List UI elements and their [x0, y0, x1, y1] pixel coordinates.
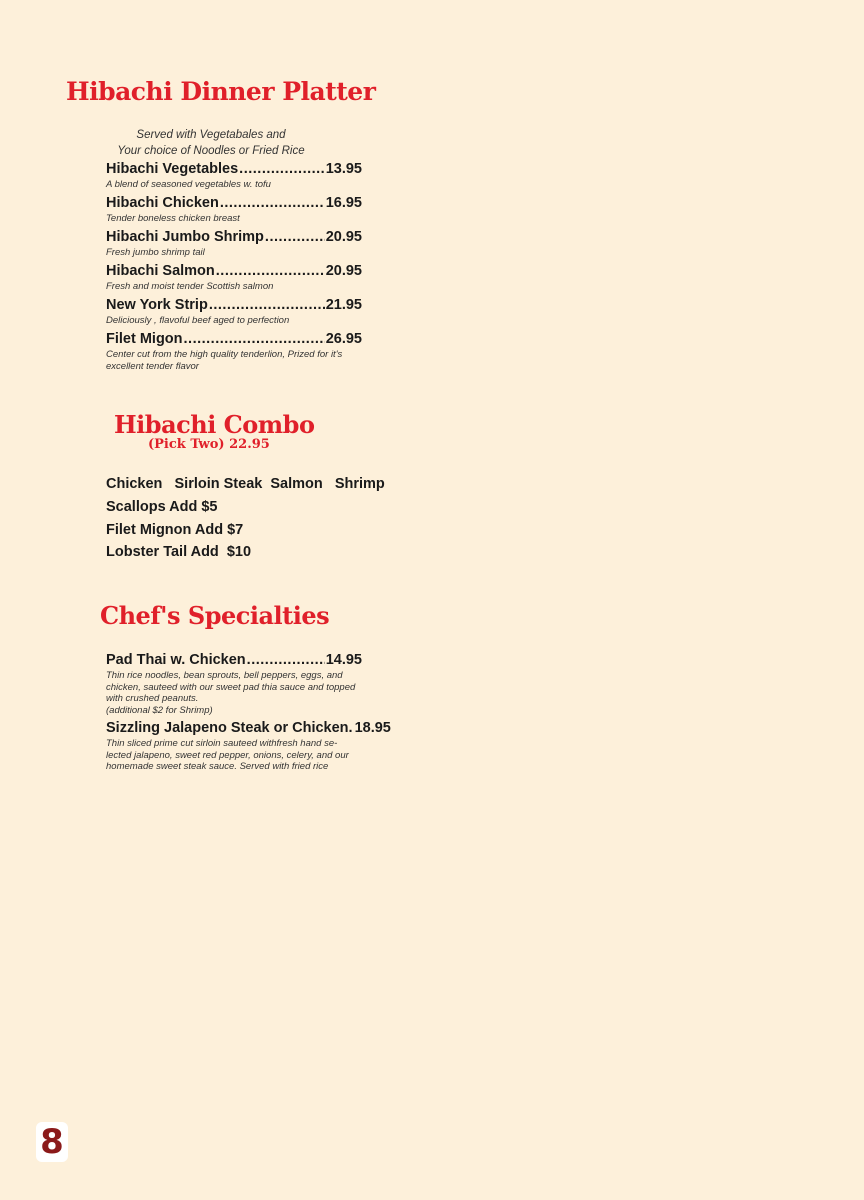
item-description: Fresh jumbo shrimp tail	[106, 247, 205, 258]
menu-item	[106, 331, 362, 372]
item-price: 14.95	[325, 652, 362, 668]
section-title-hibachi-combo: Hibachi Combo	[114, 410, 315, 439]
menu-item	[106, 652, 362, 716]
item-price: 20.95	[325, 263, 362, 279]
item-price: 13.95	[325, 161, 362, 177]
item-name: Filet Migon	[106, 331, 183, 347]
item-name: New York Strip	[106, 297, 208, 313]
menu-item	[106, 161, 362, 191]
page-number: 8	[36, 1122, 68, 1162]
combo-addon-lobster-tail: Lobster Tail Add $10	[106, 544, 252, 560]
menu-item	[106, 263, 362, 293]
item-name: Hibachi Chicken	[106, 195, 219, 211]
combo-protein-choices: Chicken Sirloin Steak Salmon Shrimp	[106, 476, 385, 492]
item-name: Hibachi Vegetables	[106, 161, 239, 177]
combo-subtitle: (Pick Two) 22.95	[148, 437, 270, 452]
item-description: Tender boneless chicken breast	[106, 213, 240, 224]
item-price: 18.95	[354, 720, 391, 736]
item-price: 20.95	[325, 229, 362, 245]
item-price: 26.95	[325, 331, 362, 347]
menu-item	[106, 229, 362, 259]
section-title-chefs-specialties: Chef's Specialties	[100, 601, 330, 630]
section-title-hibachi-dinner: Hibachi Dinner Platter	[66, 77, 376, 106]
item-description: A blend of seasoned vegetables w. tofu	[106, 179, 271, 190]
item-name: Hibachi Jumbo Shrimp	[106, 229, 264, 245]
item-name: Sizzling Jalapeno Steak or Chicken.	[106, 720, 353, 736]
combo-addon-scallops: Scallops Add $5	[106, 499, 218, 515]
item-description: Center cut from the high quality tenderlion, Prized for it's excellent tender flavor	[106, 349, 343, 372]
menu-item	[106, 195, 362, 225]
item-description: Deliciously , flavoful beef aged to perfection	[106, 315, 290, 326]
item-name: Pad Thai w. Chicken	[106, 652, 246, 668]
item-price: 21.95	[325, 297, 362, 313]
served-with-line-2: Your choice of Noodles or Fried Rice	[117, 145, 305, 157]
item-description: Thin sliced prime cut sirloin sauteed withfresh hand se-lected jalapeno, sweet red pepper, onions, celery, and our homemade sweet steak sauce. Served with fried rice	[106, 738, 349, 772]
item-note: (additional $2 for Shrimp)	[106, 704, 213, 716]
menu-item	[106, 297, 362, 327]
served-with-line-1: Served with Vegetabales and	[136, 129, 286, 141]
item-price: 16.95	[325, 195, 362, 211]
combo-addon-filet-mignon: Filet Mignon Add $7	[106, 522, 244, 538]
item-description: Fresh and moist tender Scottish salmon	[106, 281, 274, 292]
item-description: Thin rice noodles, bean sprouts, bell peppers, eggs, and chicken, sauteed with our sweet pad thia sauce and topped with crushed peanuts.	[106, 670, 356, 704]
item-name: Hibachi Salmon	[106, 263, 215, 279]
menu-item	[106, 720, 391, 773]
